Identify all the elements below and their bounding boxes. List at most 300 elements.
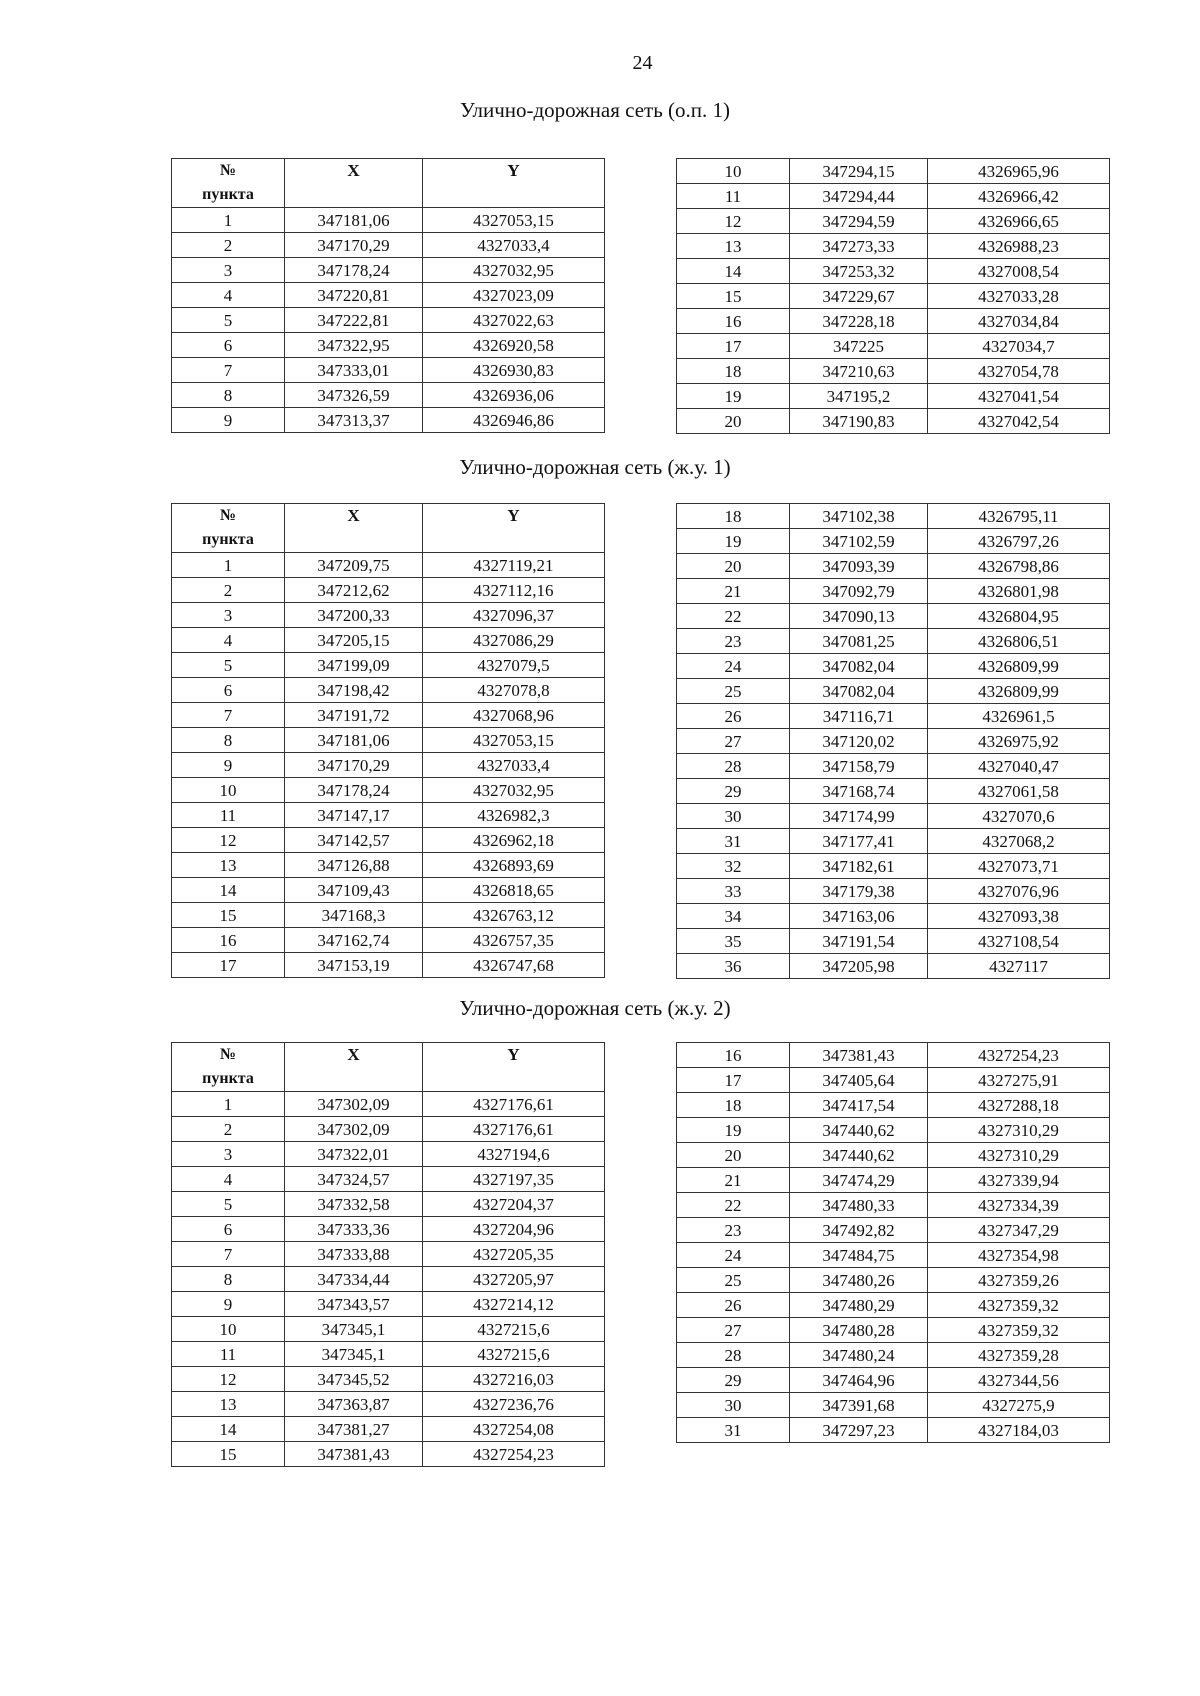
y-cell: 4326795,11 <box>928 504 1110 529</box>
table-row <box>172 728 605 753</box>
y-cell: 4327119,21 <box>423 553 605 578</box>
point-number-cell: 16 <box>677 1043 790 1068</box>
y-cell: 4327334,39 <box>928 1193 1110 1218</box>
table-row <box>677 1268 1110 1293</box>
table-row <box>677 259 1110 284</box>
x-cell: 347492,82 <box>790 1218 928 1243</box>
point-number-cell: 1 <box>172 1092 285 1117</box>
point-number-cell: 19 <box>677 1118 790 1143</box>
point-number-cell: 22 <box>677 604 790 629</box>
table-row <box>677 1043 1110 1068</box>
table-row <box>172 753 605 778</box>
point-number-cell: 29 <box>677 1368 790 1393</box>
table-row <box>677 1293 1110 1318</box>
point-number-cell: 2 <box>172 233 285 258</box>
x-cell: 347179,38 <box>790 879 928 904</box>
table-row <box>172 1192 605 1217</box>
x-cell: 347210,63 <box>790 359 928 384</box>
x-cell: 347464,96 <box>790 1368 928 1393</box>
table-row <box>677 604 1110 629</box>
point-number-cell: 36 <box>677 954 790 979</box>
x-cell: 347225 <box>790 334 928 359</box>
point-number-cell: 3 <box>172 1142 285 1167</box>
y-cell: 4326801,98 <box>928 579 1110 604</box>
table-row <box>172 283 605 308</box>
point-label: пункта <box>202 1070 254 1087</box>
point-number-cell: 4 <box>172 628 285 653</box>
coordinates-table-left <box>171 158 605 433</box>
table-row <box>677 309 1110 334</box>
table-row <box>172 1417 605 1442</box>
x-cell: 347120,02 <box>790 729 928 754</box>
y-cell: 4327068,2 <box>928 829 1110 854</box>
y-cell: 4326798,86 <box>928 554 1110 579</box>
x-cell: 347142,57 <box>285 828 423 853</box>
x-cell: 347484,75 <box>790 1243 928 1268</box>
x-cell: 347153,19 <box>285 953 423 978</box>
point-number-cell: 5 <box>172 308 285 333</box>
x-cell: 347093,39 <box>790 554 928 579</box>
y-cell: 4327197,35 <box>423 1167 605 1192</box>
table-row <box>172 778 605 803</box>
y-cell: 4327339,94 <box>928 1168 1110 1193</box>
y-cell: 4327034,7 <box>928 334 1110 359</box>
y-cell: 4327033,4 <box>423 753 605 778</box>
x-cell: 347182,61 <box>790 854 928 879</box>
point-number-cell: 16 <box>172 928 285 953</box>
table-row <box>677 504 1110 529</box>
table-row <box>677 1318 1110 1343</box>
point-number-cell: 4 <box>172 283 285 308</box>
y-cell: 4327068,96 <box>423 703 605 728</box>
x-header: X <box>285 1043 423 1092</box>
x-cell: 347333,36 <box>285 1217 423 1242</box>
table-row <box>677 359 1110 384</box>
y-cell: 4327254,08 <box>423 1417 605 1442</box>
table-row <box>172 1242 605 1267</box>
y-cell: 4326797,26 <box>928 529 1110 554</box>
point-number-cell: 14 <box>172 1417 285 1442</box>
coordinates-table-right <box>676 1042 1110 1443</box>
y-cell: 4327070,6 <box>928 804 1110 829</box>
table-row <box>172 233 605 258</box>
number-sign: № <box>219 507 237 524</box>
point-number-cell: 18 <box>677 1093 790 1118</box>
y-cell: 4327034,84 <box>928 309 1110 334</box>
point-number-cell: 5 <box>172 653 285 678</box>
x-cell: 347116,71 <box>790 704 928 729</box>
x-cell: 347480,24 <box>790 1343 928 1368</box>
x-header: X <box>285 159 423 208</box>
x-cell: 347324,57 <box>285 1167 423 1192</box>
table-row <box>677 209 1110 234</box>
table-row <box>677 554 1110 579</box>
point-number-cell: 30 <box>677 804 790 829</box>
y-cell: 4326965,96 <box>928 159 1110 184</box>
x-cell: 347326,59 <box>285 383 423 408</box>
table-row <box>677 1393 1110 1418</box>
x-cell: 347480,29 <box>790 1293 928 1318</box>
table-row <box>172 1317 605 1342</box>
x-cell: 347168,74 <box>790 779 928 804</box>
point-number-cell: 4 <box>172 1167 285 1192</box>
point-number-cell: 6 <box>172 678 285 703</box>
point-number-cell: 11 <box>172 1342 285 1367</box>
y-header: Y <box>423 1043 605 1092</box>
point-number-cell: 12 <box>172 1367 285 1392</box>
point-number-cell: 2 <box>172 578 285 603</box>
y-cell: 4327053,15 <box>423 208 605 233</box>
table-row <box>172 1292 605 1317</box>
x-cell: 347200,33 <box>285 603 423 628</box>
x-cell: 347178,24 <box>285 258 423 283</box>
table-row <box>677 1418 1110 1443</box>
x-cell: 347381,43 <box>285 1442 423 1467</box>
y-cell: 4326763,12 <box>423 903 605 928</box>
table-row <box>677 829 1110 854</box>
x-cell: 347170,29 <box>285 753 423 778</box>
y-cell: 4327310,29 <box>928 1143 1110 1168</box>
y-cell: 4326975,92 <box>928 729 1110 754</box>
table-row <box>677 1118 1110 1143</box>
section-title: Улично-дорожная сеть (ж.у. 2) <box>459 996 731 1020</box>
x-cell: 347381,43 <box>790 1043 928 1068</box>
table-row <box>677 1168 1110 1193</box>
x-cell: 347333,88 <box>285 1242 423 1267</box>
y-cell: 4326818,65 <box>423 878 605 903</box>
x-cell: 347081,25 <box>790 629 928 654</box>
x-cell: 347177,41 <box>790 829 928 854</box>
x-cell: 347322,01 <box>285 1142 423 1167</box>
x-cell: 347205,98 <box>790 954 928 979</box>
table-row <box>677 904 1110 929</box>
y-cell: 4326946,86 <box>423 408 605 433</box>
y-cell: 4327032,95 <box>423 778 605 803</box>
point-number-cell: 26 <box>677 1293 790 1318</box>
point-number-cell: 12 <box>677 209 790 234</box>
y-cell: 4327008,54 <box>928 259 1110 284</box>
table-row <box>172 1442 605 1467</box>
point-number-cell: 6 <box>172 333 285 358</box>
table-row <box>677 679 1110 704</box>
coordinates-table-right <box>676 158 1110 434</box>
y-cell: 4327053,15 <box>423 728 605 753</box>
y-cell: 4327205,97 <box>423 1267 605 1292</box>
table-row <box>172 1392 605 1417</box>
y-cell: 4326930,83 <box>423 358 605 383</box>
x-header: X <box>285 504 423 553</box>
y-cell: 4327215,6 <box>423 1317 605 1342</box>
point-number-cell: 17 <box>172 953 285 978</box>
y-cell: 4327347,29 <box>928 1218 1110 1243</box>
table-row <box>677 954 1110 979</box>
point-number-cell: 6 <box>172 1217 285 1242</box>
x-cell: 347480,33 <box>790 1193 928 1218</box>
x-cell: 347480,26 <box>790 1268 928 1293</box>
point-number-cell: 15 <box>172 1442 285 1467</box>
y-cell: 4327216,03 <box>423 1367 605 1392</box>
point-number-cell: 7 <box>172 703 285 728</box>
y-cell: 4326988,23 <box>928 234 1110 259</box>
x-cell: 347199,09 <box>285 653 423 678</box>
table-row <box>172 1142 605 1167</box>
point-number-cell: 14 <box>172 878 285 903</box>
table-row <box>677 159 1110 184</box>
point-number-cell: 21 <box>677 579 790 604</box>
x-cell: 347102,59 <box>790 529 928 554</box>
y-cell: 4327236,76 <box>423 1392 605 1417</box>
y-cell: 4327086,29 <box>423 628 605 653</box>
point-number-cell: 14 <box>677 259 790 284</box>
y-cell: 4326809,99 <box>928 654 1110 679</box>
table-row <box>677 779 1110 804</box>
point-number-header <box>172 159 285 208</box>
x-cell: 347417,54 <box>790 1093 928 1118</box>
x-cell: 347345,1 <box>285 1317 423 1342</box>
table-row <box>172 1217 605 1242</box>
y-cell: 4327093,38 <box>928 904 1110 929</box>
x-cell: 347174,99 <box>790 804 928 829</box>
section-title: Улично-дорожная сеть (о.п. 1) <box>459 98 731 122</box>
y-cell: 4327023,09 <box>423 283 605 308</box>
x-cell: 347228,18 <box>790 309 928 334</box>
point-number-cell: 25 <box>677 1268 790 1293</box>
point-number-cell: 19 <box>677 384 790 409</box>
point-number-cell: 20 <box>677 409 790 434</box>
table-row <box>677 184 1110 209</box>
x-cell: 347090,13 <box>790 604 928 629</box>
table-row <box>677 1193 1110 1218</box>
y-cell: 4327275,91 <box>928 1068 1110 1093</box>
x-cell: 347163,06 <box>790 904 928 929</box>
point-number-cell: 15 <box>677 284 790 309</box>
x-cell: 347191,54 <box>790 929 928 954</box>
table-row <box>172 358 605 383</box>
y-cell: 4327040,47 <box>928 754 1110 779</box>
y-cell: 4327275,9 <box>928 1393 1110 1418</box>
point-number-cell: 29 <box>677 779 790 804</box>
section-title: Улично-дорожная сеть (ж.у. 1) <box>459 455 731 479</box>
x-cell: 347294,59 <box>790 209 928 234</box>
x-cell: 347220,81 <box>285 283 423 308</box>
point-number-cell: 17 <box>677 334 790 359</box>
table-row <box>172 258 605 283</box>
x-cell: 347212,62 <box>285 578 423 603</box>
table-row <box>172 1117 605 1142</box>
x-cell: 347102,38 <box>790 504 928 529</box>
table-row <box>172 603 605 628</box>
point-number-cell: 8 <box>172 1267 285 1292</box>
table-row <box>677 854 1110 879</box>
y-cell: 4327204,96 <box>423 1217 605 1242</box>
table-row <box>172 208 605 233</box>
point-number-cell: 18 <box>677 504 790 529</box>
point-number-cell: 21 <box>677 1168 790 1193</box>
table-row <box>172 653 605 678</box>
point-number-cell: 33 <box>677 879 790 904</box>
y-cell: 4327112,16 <box>423 578 605 603</box>
point-number-cell: 9 <box>172 1292 285 1317</box>
x-cell: 347345,1 <box>285 1342 423 1367</box>
table-row <box>677 804 1110 829</box>
y-cell: 4327184,03 <box>928 1418 1110 1443</box>
y-cell: 4327205,35 <box>423 1242 605 1267</box>
x-cell: 347474,29 <box>790 1168 928 1193</box>
table-row <box>172 928 605 953</box>
x-cell: 347440,62 <box>790 1143 928 1168</box>
y-cell: 4327359,32 <box>928 1318 1110 1343</box>
point-number-header <box>172 1043 285 1092</box>
y-cell: 4327076,96 <box>928 879 1110 904</box>
point-number-cell: 24 <box>677 654 790 679</box>
coordinates-table-left <box>171 1042 605 1467</box>
y-cell: 4327073,71 <box>928 854 1110 879</box>
table-row <box>677 1243 1110 1268</box>
point-number-cell: 12 <box>172 828 285 853</box>
x-cell: 347181,06 <box>285 728 423 753</box>
y-cell: 4327176,61 <box>423 1092 605 1117</box>
y-cell: 4327078,8 <box>423 678 605 703</box>
coordinates-table-left <box>171 503 605 978</box>
table-row <box>172 953 605 978</box>
point-number-cell: 25 <box>677 679 790 704</box>
point-number-cell: 3 <box>172 258 285 283</box>
point-number-cell: 1 <box>172 553 285 578</box>
x-cell: 347092,79 <box>790 579 928 604</box>
y-cell: 4326982,3 <box>423 803 605 828</box>
x-cell: 347391,68 <box>790 1393 928 1418</box>
y-cell: 4327354,98 <box>928 1243 1110 1268</box>
x-cell: 347082,04 <box>790 679 928 704</box>
point-number-cell: 10 <box>677 159 790 184</box>
table-row <box>172 383 605 408</box>
point-number-cell: 34 <box>677 904 790 929</box>
y-cell: 4326920,58 <box>423 333 605 358</box>
point-number-cell: 30 <box>677 1393 790 1418</box>
x-cell: 347158,79 <box>790 754 928 779</box>
y-cell: 4327022,63 <box>423 308 605 333</box>
x-cell: 347343,57 <box>285 1292 423 1317</box>
point-number-cell: 2 <box>172 1117 285 1142</box>
y-cell: 4327033,28 <box>928 284 1110 309</box>
x-cell: 347405,64 <box>790 1068 928 1093</box>
point-number-cell: 7 <box>172 358 285 383</box>
table-row <box>677 629 1110 654</box>
number-sign: № <box>219 1046 237 1063</box>
table-row <box>172 333 605 358</box>
x-cell: 347302,09 <box>285 1117 423 1142</box>
x-cell: 347253,32 <box>790 259 928 284</box>
table-row <box>677 234 1110 259</box>
table-row <box>677 579 1110 604</box>
x-cell: 347294,44 <box>790 184 928 209</box>
point-number-cell: 13 <box>172 853 285 878</box>
table-row <box>677 1068 1110 1093</box>
x-cell: 347333,01 <box>285 358 423 383</box>
y-cell: 4326804,95 <box>928 604 1110 629</box>
x-cell: 347191,72 <box>285 703 423 728</box>
y-cell: 4326747,68 <box>423 953 605 978</box>
point-number-cell: 11 <box>677 184 790 209</box>
point-number-cell: 5 <box>172 1192 285 1217</box>
table-row <box>172 678 605 703</box>
table-row <box>677 729 1110 754</box>
table-row <box>172 1092 605 1117</box>
point-number-cell: 19 <box>677 529 790 554</box>
point-number-cell: 9 <box>172 753 285 778</box>
table-row <box>172 628 605 653</box>
y-header: Y <box>423 504 605 553</box>
x-cell: 347198,42 <box>285 678 423 703</box>
y-cell: 4327288,18 <box>928 1093 1110 1118</box>
y-cell: 4327033,4 <box>423 233 605 258</box>
point-number-cell: 31 <box>677 1418 790 1443</box>
table-row <box>172 1167 605 1192</box>
point-number-cell: 28 <box>677 1343 790 1368</box>
y-cell: 4327042,54 <box>928 409 1110 434</box>
number-sign: № <box>219 162 237 179</box>
x-cell: 347222,81 <box>285 308 423 333</box>
x-cell: 347440,62 <box>790 1118 928 1143</box>
y-cell: 4327215,6 <box>423 1342 605 1367</box>
point-number-cell: 22 <box>677 1193 790 1218</box>
x-cell: 347322,95 <box>285 333 423 358</box>
point-number-cell: 1 <box>172 208 285 233</box>
x-cell: 347273,33 <box>790 234 928 259</box>
y-cell: 4327310,29 <box>928 1118 1110 1143</box>
table-row <box>172 1367 605 1392</box>
table-row <box>677 754 1110 779</box>
x-cell: 347181,06 <box>285 208 423 233</box>
table-row <box>677 529 1110 554</box>
x-cell: 347168,3 <box>285 903 423 928</box>
y-cell: 4327359,32 <box>928 1293 1110 1318</box>
point-number-cell: 23 <box>677 1218 790 1243</box>
y-cell: 4327344,56 <box>928 1368 1110 1393</box>
table-row <box>172 408 605 433</box>
y-cell: 4327359,28 <box>928 1343 1110 1368</box>
point-number-cell: 9 <box>172 408 285 433</box>
y-cell: 4327254,23 <box>423 1442 605 1467</box>
point-number-cell: 18 <box>677 359 790 384</box>
table-row <box>172 703 605 728</box>
x-cell: 347205,15 <box>285 628 423 653</box>
point-number-cell: 10 <box>172 1317 285 1342</box>
table-row <box>172 803 605 828</box>
table-row <box>677 1343 1110 1368</box>
x-cell: 347345,52 <box>285 1367 423 1392</box>
point-number-cell: 10 <box>172 778 285 803</box>
point-number-cell: 8 <box>172 383 285 408</box>
x-cell: 347162,74 <box>285 928 423 953</box>
x-cell: 347126,88 <box>285 853 423 878</box>
y-cell: 4326809,99 <box>928 679 1110 704</box>
y-cell: 4326966,42 <box>928 184 1110 209</box>
x-cell: 347170,29 <box>285 233 423 258</box>
table-row <box>677 1093 1110 1118</box>
y-cell: 4327061,58 <box>928 779 1110 804</box>
y-cell: 4327194,6 <box>423 1142 605 1167</box>
point-number-cell: 32 <box>677 854 790 879</box>
table-row <box>172 308 605 333</box>
y-cell: 4327096,37 <box>423 603 605 628</box>
point-number-cell: 31 <box>677 829 790 854</box>
x-cell: 347302,09 <box>285 1092 423 1117</box>
point-number-cell: 8 <box>172 728 285 753</box>
point-label: пункта <box>202 186 254 203</box>
x-cell: 347082,04 <box>790 654 928 679</box>
point-number-cell: 13 <box>172 1392 285 1417</box>
